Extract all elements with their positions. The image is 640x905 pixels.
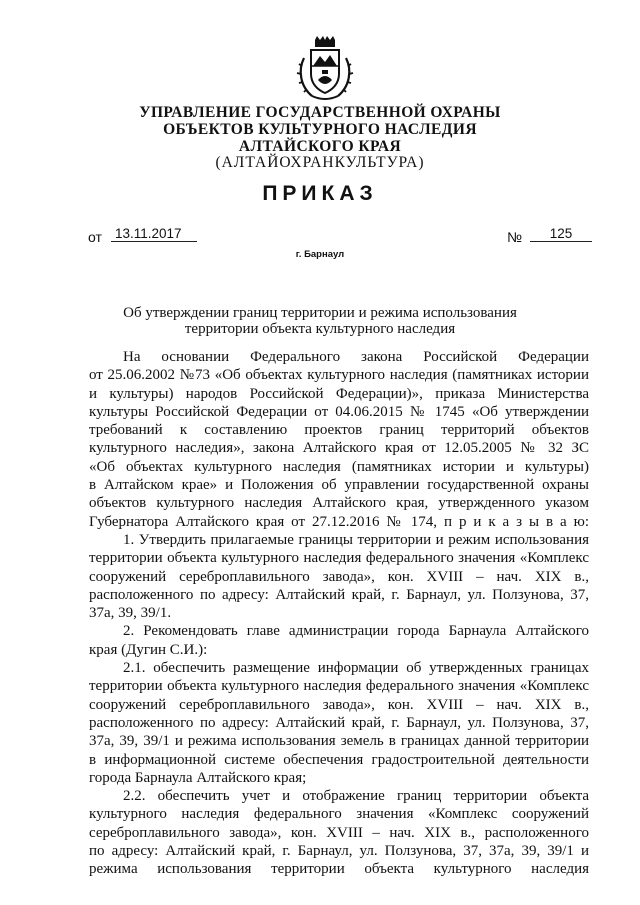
body-line: Губернатора Алтайского края от 27.12.2016 № 174, п р и к а з ы в а ю: bbox=[89, 513, 589, 530]
agency-short-name: (АЛТАЙОХРАНКУЛЬТУРА) bbox=[215, 154, 425, 171]
coat-of-arms-icon bbox=[296, 36, 354, 102]
body-line: культуры Российской Федерации от 04.06.2015 № 1745 «Об утверждении bbox=[89, 403, 589, 420]
body-line: края (Дугин С.И.): bbox=[89, 641, 208, 658]
body-line: требований к составлению проектов границ территорий объектов bbox=[89, 422, 589, 439]
body-line: в информационной системе обеспечения градостроительной деятельности bbox=[89, 751, 589, 768]
body-line: 2.1. обеспечить размещение информации об утвержденных границах bbox=[123, 660, 589, 677]
body-line: режима использования территории объекта культурного наследия bbox=[89, 861, 589, 878]
body-line: 37а, 39, 39/1. bbox=[89, 605, 172, 622]
subject-line-1: Об утверждении границ территории и режима использования bbox=[123, 305, 517, 321]
body-line: территории объекта культурного наследия федерального значения «Комплекс bbox=[89, 678, 589, 695]
agency-name-line-2: ОБЪЕКТОВ КУЛЬТУРНОГО НАСЛЕДИЯ bbox=[163, 121, 477, 138]
date-label: от bbox=[88, 229, 102, 245]
body-line: На основании Федерального закона Российской Федерации bbox=[123, 349, 589, 365]
body-line: города Барнаула Алтайского края; bbox=[89, 769, 307, 786]
body-line: объектов культурного наследия Алтайского края, утвержденного указом bbox=[89, 495, 589, 512]
body-line: в Алтайском крае» и Положения об управлении государственной охраны bbox=[89, 477, 589, 494]
body-line: сооружений сереброплавильного завода», кон. XVIII – нач. XIX в., bbox=[89, 568, 589, 585]
agency-name-line-1: УПРАВЛЕНИЕ ГОСУДАРСТВЕННОЙ ОХРАНЫ bbox=[139, 104, 501, 121]
body-line: культурного наследия федерального значения «Комплекс сооружений bbox=[89, 806, 589, 823]
document-date: 13.11.2017 bbox=[111, 226, 197, 242]
body-line: от 25.06.2002 №73 «Об объектах культурного наследия (памятниках истории bbox=[89, 367, 589, 384]
body-line: сереброплавильного завода», кон. XVIII – нач. XIX в., расположенного bbox=[89, 824, 589, 841]
body-line: по адресу: Алтайский край, г. Барнаул, ул. Ползунова, 37, 37а, 39, 39/1 и bbox=[89, 843, 589, 860]
body-line: сооружений сереброплавильного завода», кон. XVIII – нач. XIX в., bbox=[89, 696, 589, 713]
subject-line-2: территории объекта культурного наследия bbox=[184, 321, 456, 337]
agency-name-line-3: АЛТАЙСКОГО КРАЯ bbox=[238, 138, 402, 155]
body-line: культурного наследия», закона Алтайского края от 12.05.2005 № 32 ЗС bbox=[89, 440, 589, 457]
number-label: № bbox=[507, 229, 523, 245]
body-line: «Об объектах культурного наследия (памятниках истории и культуры) bbox=[89, 458, 589, 475]
body-line: расположенного по адресу: Алтайский край, г. Барнаул, ул. Ползунова, 37, bbox=[89, 714, 589, 731]
body-line: расположенного по адресу: Алтайский край, г. Барнаул, ул. Ползунова, 37, bbox=[89, 586, 589, 603]
document-type-title: ПРИКАЗ bbox=[262, 182, 378, 205]
document-city: г. Барнаул bbox=[295, 249, 345, 260]
document-number: 125 bbox=[530, 226, 592, 242]
body-line: 2.2. обеспечить учет и отображение границ территории объекта bbox=[123, 788, 589, 805]
document-body bbox=[89, 348, 589, 879]
body-line: 37а, 39, 39/1 и режима использования земель в границах данной территории bbox=[89, 733, 589, 750]
body-line: 1. Утвердить прилагаемые границы территории и режим использования bbox=[123, 531, 589, 548]
body-line: территории объекта культурного наследия федерального значения «Комплекс bbox=[89, 550, 589, 567]
body-line: 2. Рекомендовать главе администрации города Барнаула Алтайского bbox=[123, 623, 589, 640]
body-line: и культуры) народов Российской Федерации)», приказа Министерства bbox=[89, 385, 589, 402]
